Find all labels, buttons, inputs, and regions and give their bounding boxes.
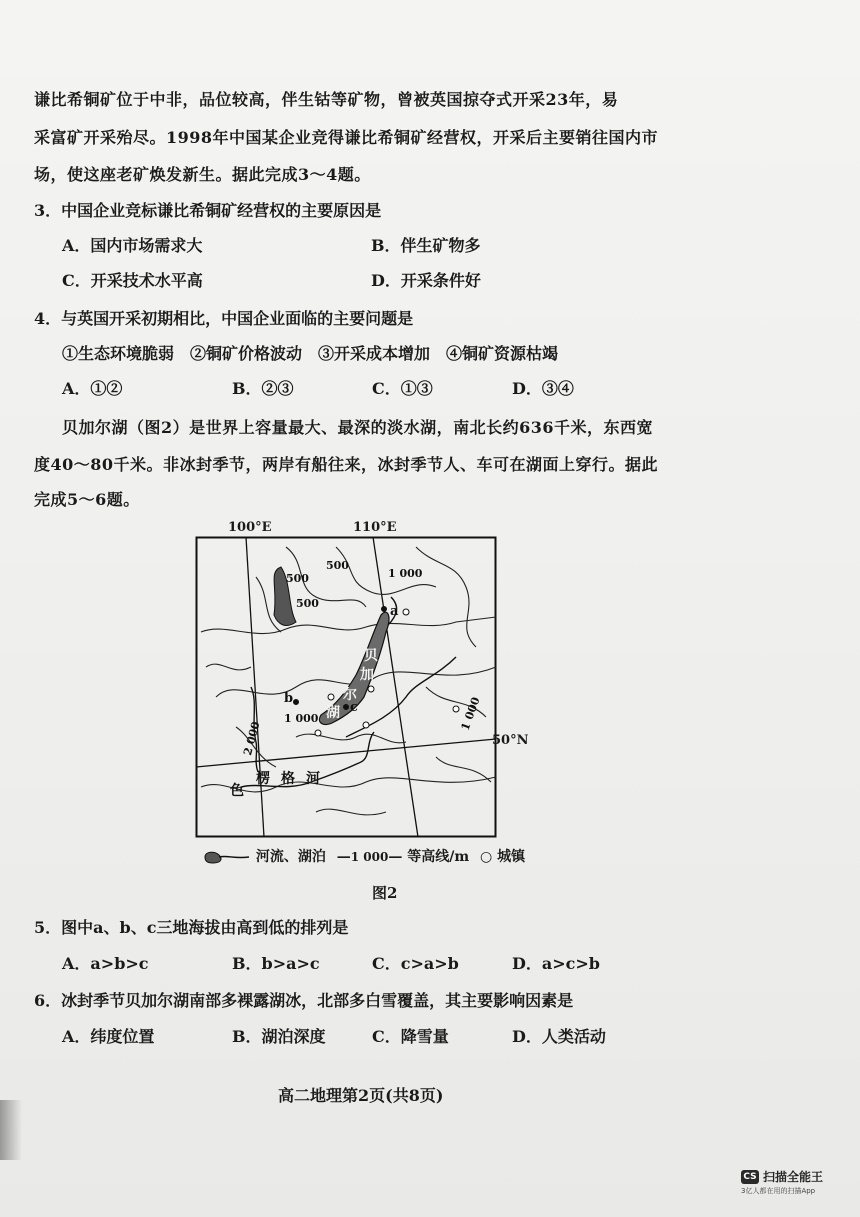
q6-option-b: B．湖泊深度 <box>232 1027 326 1046</box>
page-footer: 高二地理第2页(共8页) <box>278 1086 444 1105</box>
contour-1000a: 1 000 <box>388 567 423 580</box>
point-b-marker <box>294 700 299 705</box>
river-char-2: 楞 <box>256 771 270 787</box>
intro2-line2: 度40～80千米。非冰封季节，两岸有船往来，冰封季节人、车可在湖面上穿行。据此 <box>34 455 659 474</box>
q6-stem: 6．冰封季节贝加尔湖南部多裸露湖冰，北部多白雪覆盖，其主要影响因素是 <box>34 991 574 1010</box>
q3-stem: 3．中国企业竞标谦比希铜矿经营权的主要原因是 <box>34 201 382 220</box>
river-char-1: 色 <box>230 783 244 799</box>
lon-110e-label: 110°E <box>353 520 397 535</box>
lake-char-4: 湖 <box>326 705 340 721</box>
contour-1000c: 1 000 <box>458 695 483 733</box>
intro1-line1: 谦比希铜矿位于中非，品位较高，伴生钴等矿物，曾被英国掠夺式开采23年，易 <box>34 90 619 109</box>
town-symbol-icon: ○ <box>480 849 493 865</box>
scanner-tagline: 3亿人都在用的扫描App <box>741 1187 816 1195</box>
scanner-watermark <box>741 1168 823 1185</box>
contour-1000b: 1 000 <box>284 712 319 725</box>
legend-contour: 等高线/m <box>407 849 470 865</box>
town-marker <box>328 694 334 700</box>
q5-option-c: C．c>a>b <box>372 954 459 973</box>
q6-option-a: A．纬度位置 <box>62 1027 155 1046</box>
intro2-line1: 贝加尔湖（图2）是世界上容量最大、最深的淡水湖，南北长约636千米，东西宽 <box>62 418 654 437</box>
intro2-line3: 完成5～6题。 <box>34 490 140 509</box>
q4-items: ①生态环境脆弱 ②铜矿价格波动 ③开采成本增加 ④铜矿资源枯竭 <box>62 344 559 363</box>
q5-option-a: A．a>b>c <box>62 954 149 973</box>
q3-option-c: C．开采技术水平高 <box>62 271 203 290</box>
q4-option-b: B．②③ <box>232 379 294 398</box>
point-a-marker <box>382 607 387 612</box>
q4-option-d: D．③④ <box>512 379 574 398</box>
town-marker <box>403 609 409 615</box>
q3-option-b: B．伴生矿物多 <box>371 236 481 255</box>
intro1-line2: 采富矿开采殆尽。1998年中国某企业竞得谦比希铜矿经营权，开采后主要销往国内市 <box>34 128 659 147</box>
legend-contour-sample: 1 000 <box>350 850 389 864</box>
map-legend: 河流、湖泊 —1 000— 等高线/m ○ 城镇 <box>203 846 525 866</box>
q5-option-b: B．b>a>c <box>232 954 320 973</box>
q6-option-c: C．降雪量 <box>372 1027 449 1046</box>
lake-char-1: 贝 <box>364 648 378 664</box>
point-a-label: a <box>390 604 399 619</box>
scanner-name: 扫描全能王 <box>763 1170 824 1184</box>
q4-stem: 4．与英国开采初期相比，中国企业面临的主要问题是 <box>34 309 414 328</box>
figure-caption: 图2 <box>372 884 398 902</box>
point-c-marker <box>344 705 349 710</box>
intro1-line3: 场，使这座老矿焕发新生。据此完成3～4题。 <box>34 165 371 184</box>
q3-option-a: A．国内市场需求大 <box>62 236 203 255</box>
lake-char-2: 加 <box>360 667 374 683</box>
q4-option-c: C．①③ <box>372 379 433 398</box>
scan-shadow <box>0 1100 22 1160</box>
q4-option-a: A．①② <box>62 379 123 398</box>
legend-town: 城镇 <box>497 849 526 865</box>
q5-option-d: D．a>c>b <box>512 954 600 973</box>
meridian-110e <box>373 537 418 837</box>
q3-option-d: D．开采条件好 <box>371 271 481 290</box>
river-char-4: 河 <box>306 771 320 787</box>
contour-500c: 500 <box>296 597 319 610</box>
lat-50n-label: 50°N <box>492 733 529 748</box>
q5-stem: 5．图中a、b、c三地海拔由高到低的排列是 <box>34 918 349 937</box>
town-marker <box>363 722 369 728</box>
town-marker <box>315 730 321 736</box>
river-char-3: 格 <box>281 771 295 787</box>
lon-100e-label: 100°E <box>228 520 272 535</box>
legend-river-lake: 河流、湖泊 <box>255 849 326 865</box>
baikal-map <box>196 520 529 837</box>
river-lake-symbol-icon <box>203 849 251 865</box>
town-marker <box>368 686 374 692</box>
point-c-label: c <box>350 700 358 715</box>
q6-option-d: D．人类活动 <box>512 1027 606 1046</box>
cs-logo-icon: CS <box>741 1170 759 1184</box>
contour-500b: 500 <box>326 559 349 572</box>
town-marker <box>453 706 459 712</box>
contour-2000: 2 000 <box>241 720 263 757</box>
lake-char-3: 尔 <box>343 687 357 703</box>
point-b-label: b <box>284 691 294 706</box>
contour-500a: 500 <box>286 572 309 585</box>
